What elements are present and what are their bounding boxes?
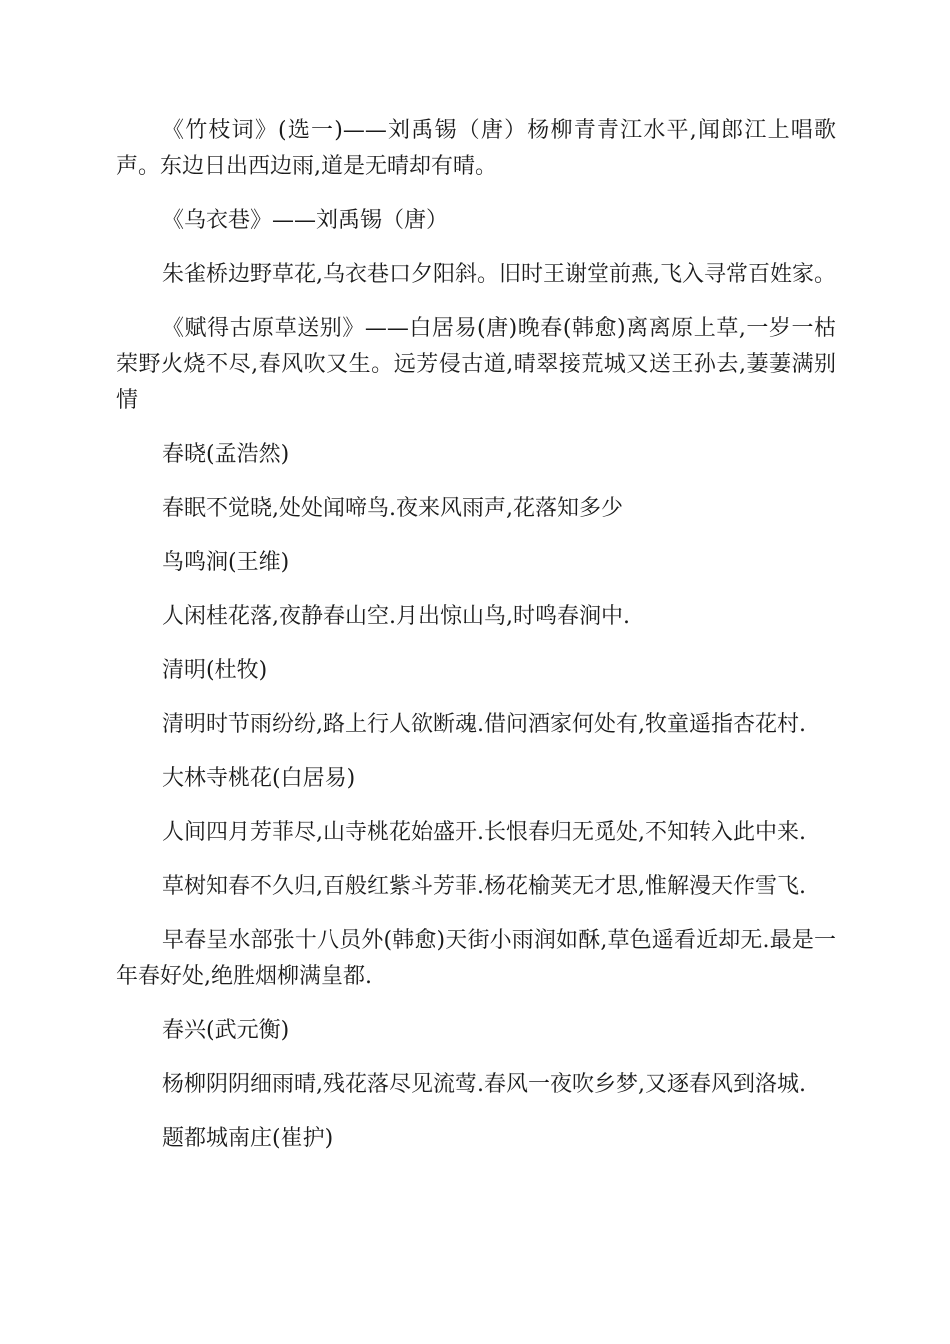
poem-title-ti-duchengnanzhuang: 题都城南庄(崔护) <box>162 1126 334 1151</box>
poem-text-wanchun: 草树知春不久归,百般红紫斗芳菲.杨花榆荚无才思,惟解漫天作雪飞. <box>162 874 806 899</box>
poem-title-qingming: 清明(杜牧) <box>162 658 268 683</box>
poem-paragraph-fude-guyuancao: 《赋得古原草送别》——白居易(唐)晚春(韩愈)离离原上草,一岁一枯荣野火烧不尽,春风吹又生。远芳侵古道,晴翠接荒城又送王孙去,萋萋满别情 <box>116 316 836 413</box>
poem-text-chunxiao: 春眠不觉晓,处处闻啼鸟.夜来风雨声,花落知多少 <box>162 496 623 521</box>
poem-title-chunxing: 春兴(武元衡) <box>162 1018 290 1043</box>
poem-text-qingming: 清明时节雨纷纷,路上行人欲断魂.借问酒家何处有,牧童遥指杏花村. <box>162 712 806 737</box>
document-body <box>116 113 836 1175</box>
poem-title-dalinsi-taohua: 大林寺桃花(白居易) <box>162 766 356 791</box>
poem-text-niaomingjian: 人闲桂花落,夜静春山空.月出惊山鸟,时鸣春涧中. <box>162 604 630 629</box>
poem-paragraph-zhuzhici: 《竹枝词》(选一)——刘禹锡（唐）杨柳青青江水平,闻郎江上唱歌声。东边日出西边雨,道是无晴却有晴。 <box>116 118 836 179</box>
poem-title-wuyixiang: 《乌衣巷》——刘禹锡（唐） <box>162 208 449 233</box>
poem-paragraph-wuyixiang: 朱雀桥边野草花,乌衣巷口夕阳斜。旧时王谢堂前燕,飞入寻常百姓家。 <box>162 262 836 287</box>
poem-title-chunxiao: 春晓(孟浩然) <box>162 442 290 467</box>
poem-text-chunxing: 杨柳阴阴细雨晴,残花落尽见流莺.春风一夜吹乡梦,又逐春风到洛城. <box>162 1072 806 1097</box>
poem-text-dalinsi-taohua: 人间四月芳菲尽,山寺桃花始盛开.长恨春归无觅处,不知转入此中来. <box>162 820 806 845</box>
poem-paragraph-zaochun: 早春呈水部张十八员外(韩愈)天街小雨润如酥,草色遥看近却无.最是一年春好处,绝胜烟柳满皇都. <box>116 928 836 989</box>
poem-title-niaomingjian: 鸟鸣涧(王维) <box>162 550 290 575</box>
